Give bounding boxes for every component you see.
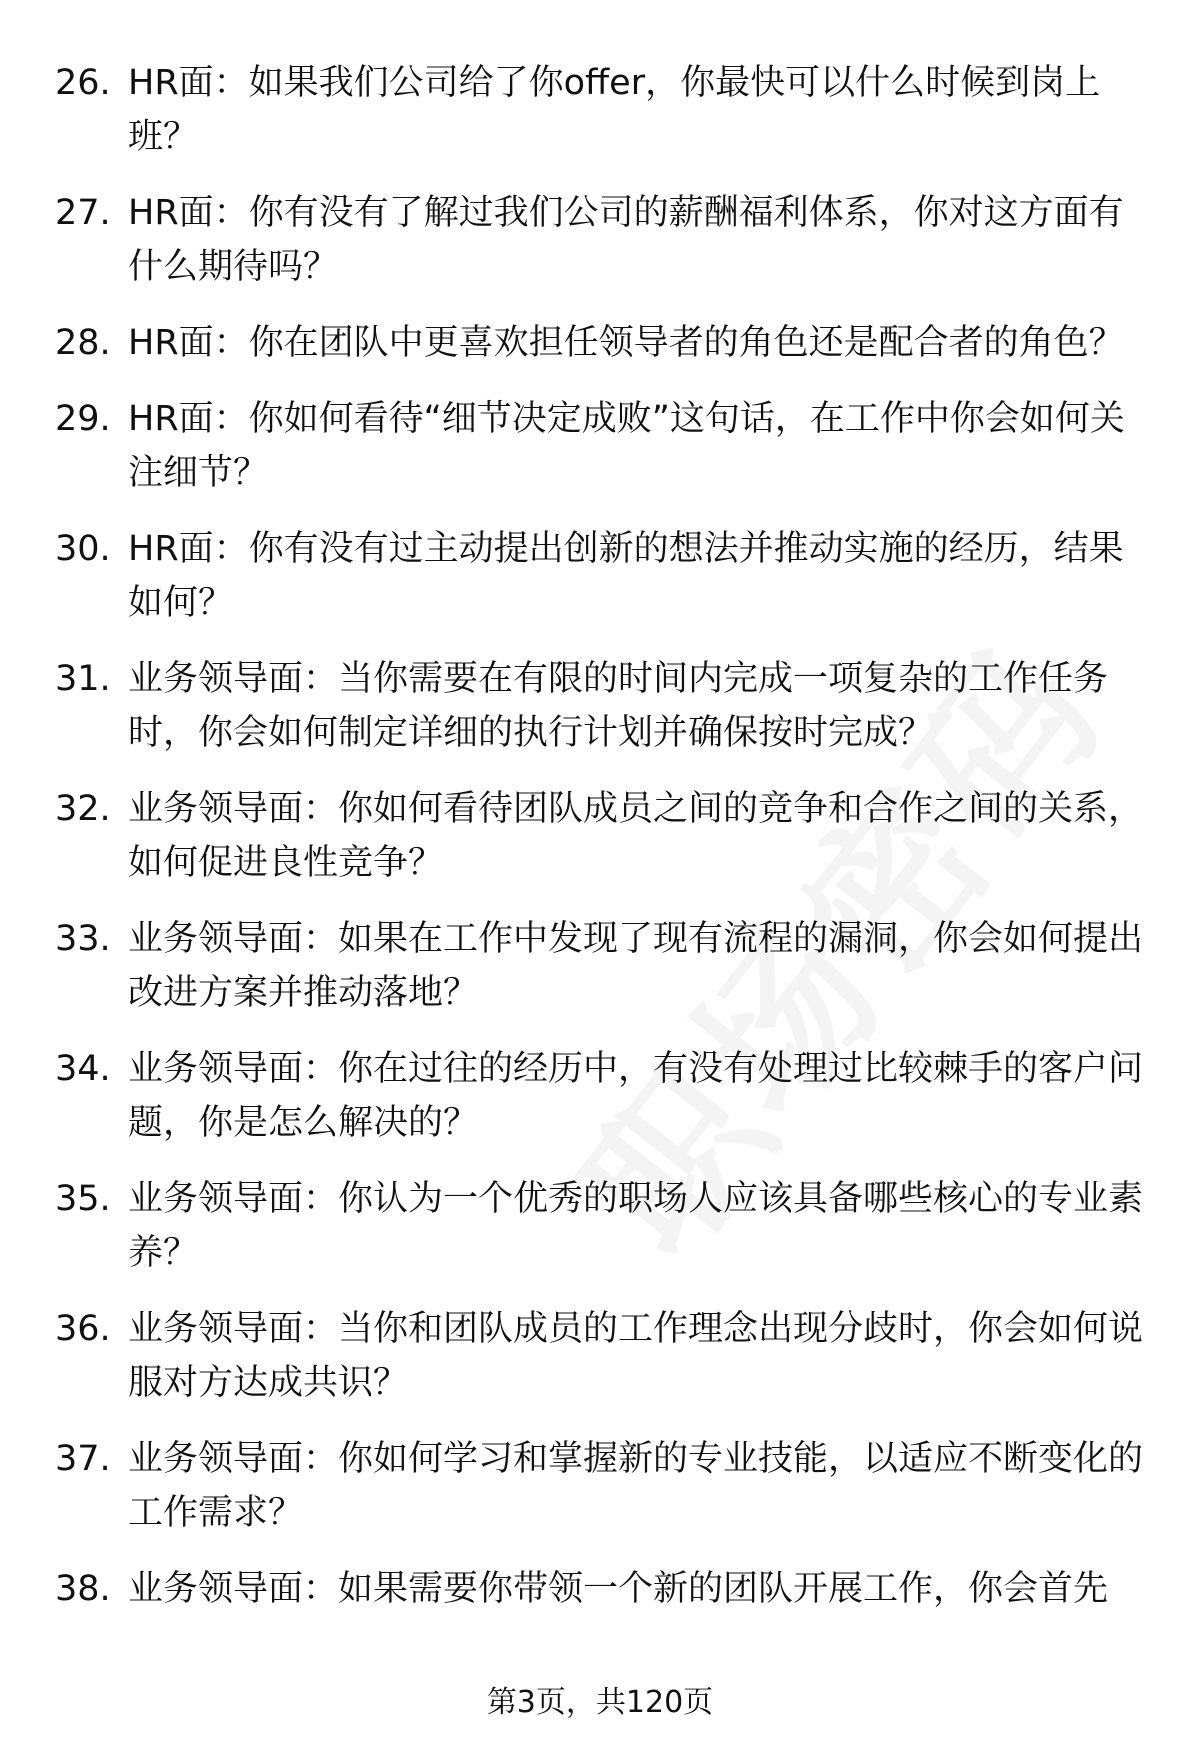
question-text: HR面：如果我们公司给了你offer，你最快可以什么时候到岗上班？	[128, 63, 1101, 157]
question-item-29	[55, 392, 1155, 500]
question-item-33	[55, 912, 1155, 1020]
question-text: 业务领导面：当你需要在有限的时间内完成一项复杂的工作任务时，你会如何制定详细的执行计划并确保按时完成？	[128, 659, 1109, 753]
question-number: 38.	[55, 1569, 111, 1609]
question-text: HR面：你在团队中更喜欢担任领导者的角色还是配合者的角色？	[128, 323, 1124, 363]
question-text: 业务领导面：你如何看待团队成员之间的竞争和合作之间的关系，如何促进良性竞争？	[128, 789, 1144, 883]
question-number: 33.	[55, 919, 111, 959]
question-text: 业务领导面：当你和团队成员的工作理念出现分歧时，你会如何说服对方达成共识？	[128, 1309, 1144, 1403]
question-item-26	[55, 56, 1155, 164]
question-item-27	[55, 186, 1155, 294]
question-number: 28.	[55, 323, 111, 363]
question-item-32	[55, 782, 1155, 890]
question-text: HR面：你如何看待“细节决定成败”这句话，在工作中你会如何关注细节？	[128, 399, 1125, 493]
question-item-37	[55, 1432, 1155, 1540]
question-text: 业务领导面：如果需要你带领一个新的团队开展工作，你会首先	[128, 1569, 1109, 1609]
question-number: 26.	[55, 63, 111, 103]
question-number: 32.	[55, 789, 111, 829]
question-text: HR面：你有没有过主动提出创新的想法并推动实施的经历，结果如何？	[128, 529, 1124, 623]
question-text: 业务领导面：你认为一个优秀的职场人应该具备哪些核心的专业素养？	[128, 1179, 1144, 1273]
question-text: HR面：你有没有了解过我们公司的薪酬福利体系，你对这方面有什么期待吗？	[128, 193, 1124, 287]
question-number: 37.	[55, 1439, 111, 1479]
question-item-36	[55, 1302, 1155, 1410]
question-item-28	[55, 316, 1155, 370]
question-number: 27.	[55, 193, 111, 233]
question-number: 31.	[55, 659, 111, 699]
question-item-35	[55, 1172, 1155, 1280]
question-number: 35.	[55, 1179, 111, 1219]
question-text: 业务领导面：你如何学习和掌握新的专业技能，以适应不断变化的工作需求？	[128, 1439, 1144, 1533]
question-number: 34.	[55, 1049, 111, 1089]
question-list	[55, 56, 1155, 1638]
question-text: 业务领导面：如果在工作中发现了现有流程的漏洞，你会如何提出改进方案并推动落地？	[128, 919, 1144, 1013]
question-number: 29.	[55, 399, 111, 439]
question-item-38	[55, 1562, 1155, 1616]
question-number: 30.	[55, 529, 111, 569]
question-text: 业务领导面：你在过往的经历中，有没有处理过比较棘手的客户问题，你是怎么解决的？	[128, 1049, 1144, 1143]
question-item-34	[55, 1042, 1155, 1150]
question-number: 36.	[55, 1309, 111, 1349]
question-item-30	[55, 522, 1155, 630]
page-footer: 第3页，共120页	[486, 1685, 714, 1720]
question-item-31	[55, 652, 1155, 760]
